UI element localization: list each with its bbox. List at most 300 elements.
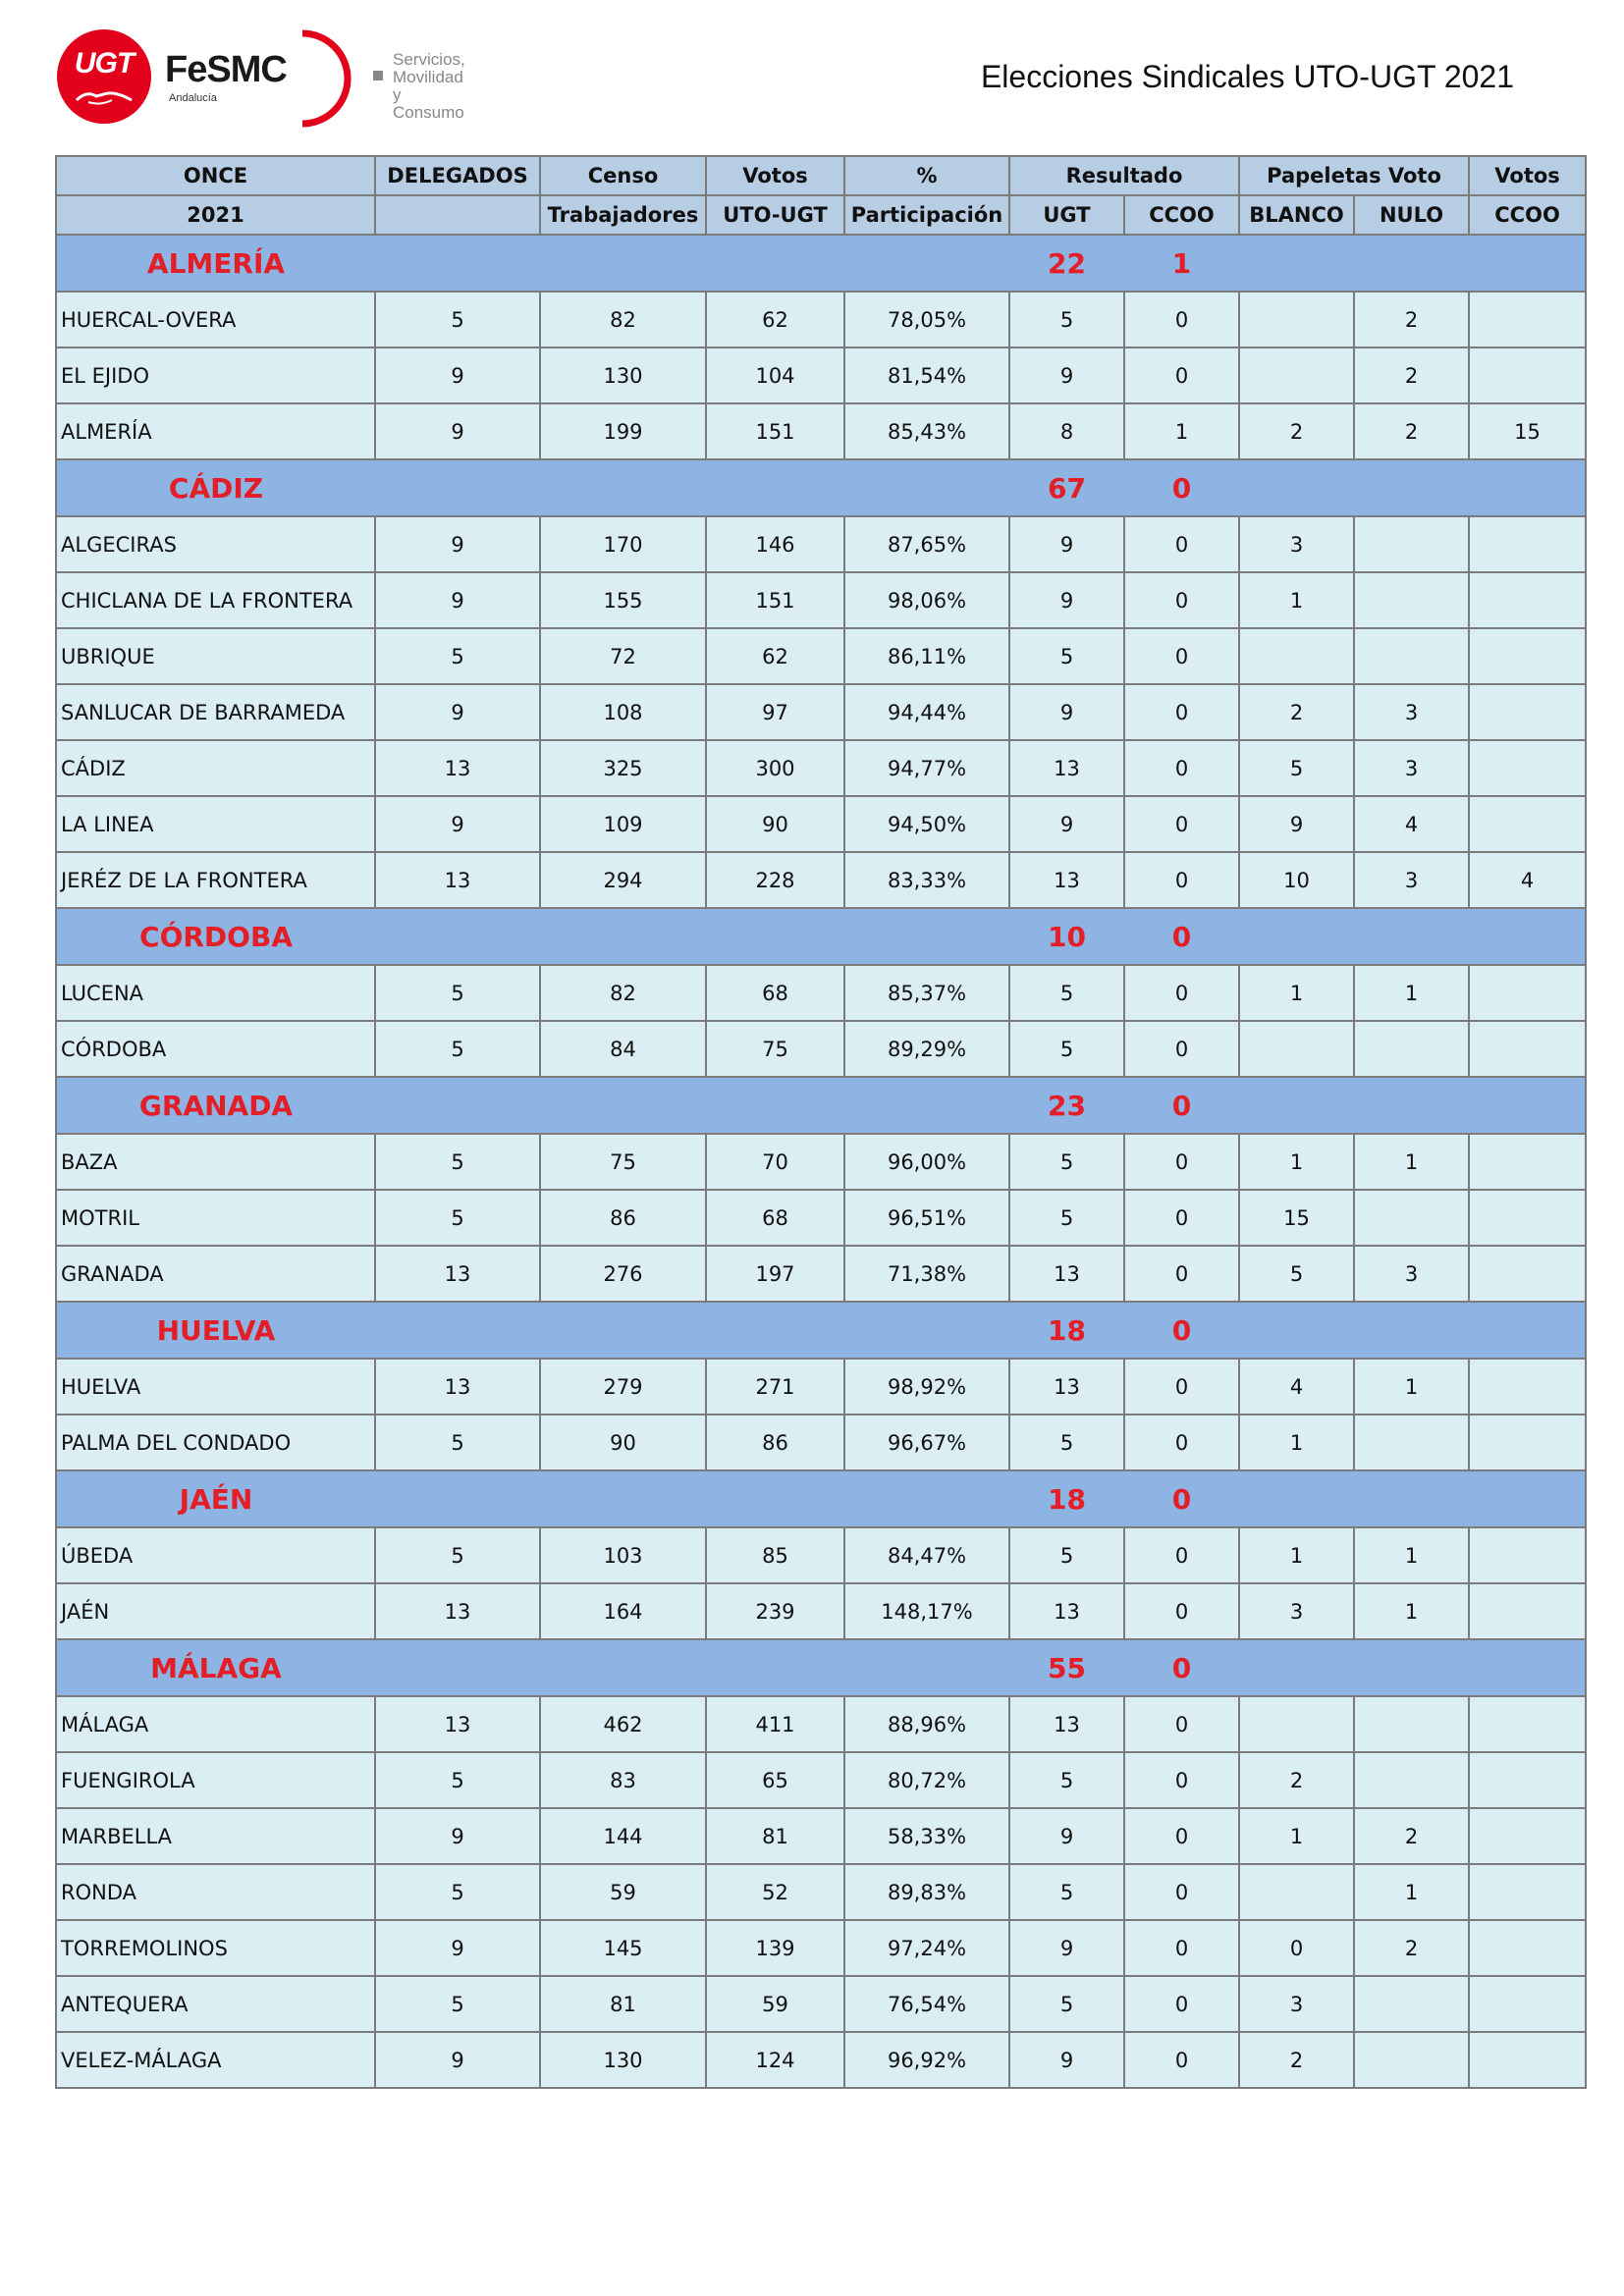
censo-value: 109 (540, 796, 706, 852)
blanco-value: 5 (1239, 1246, 1354, 1302)
province-ccoo-total: 0 (1124, 1302, 1239, 1359)
province-spacer (1239, 459, 1354, 516)
location-name: PALMA DEL CONDADO (56, 1415, 375, 1470)
table-row (56, 1415, 1586, 1470)
delegados-value: 9 (375, 347, 540, 403)
censo-value: 82 (540, 965, 706, 1021)
location-name: ALGECIRAS (56, 516, 375, 572)
votos-value: 271 (706, 1359, 844, 1415)
province-spacer (540, 235, 706, 292)
province-spacer (1354, 235, 1469, 292)
location-name: SANLUCAR DE BARRAMEDA (56, 684, 375, 740)
province-ugt-total: 18 (1009, 1302, 1124, 1359)
censo-value: 164 (540, 1583, 706, 1639)
votos-value: 85 (706, 1527, 844, 1583)
table-row (56, 1976, 1586, 2032)
nulo-value (1354, 2032, 1469, 2088)
censo-value: 72 (540, 628, 706, 684)
censo-value: 144 (540, 1808, 706, 1864)
province-spacer (706, 1302, 844, 1359)
participacion-value: 85,37% (844, 965, 1009, 1021)
nulo-value: 1 (1354, 1134, 1469, 1190)
censo-value: 59 (540, 1864, 706, 1920)
delegados-value: 5 (375, 1527, 540, 1583)
province-spacer (844, 1470, 1009, 1527)
votos-ccoo-value (1469, 965, 1586, 1021)
censo-value: 325 (540, 740, 706, 796)
table-row (56, 1920, 1586, 1976)
delegados-value: 9 (375, 403, 540, 459)
province-name: HUELVA (56, 1302, 375, 1359)
province-ugt-total: 67 (1009, 459, 1124, 516)
col-subheader-uto-ugt: UTO-UGT (706, 195, 844, 235)
blanco-value: 3 (1239, 1976, 1354, 2032)
province-spacer (844, 908, 1009, 965)
province-spacer (706, 1077, 844, 1134)
votos-value: 151 (706, 403, 844, 459)
province-spacer (375, 1302, 540, 1359)
censo-value: 199 (540, 403, 706, 459)
province-spacer (1469, 1302, 1586, 1359)
votos-ccoo-value: 15 (1469, 403, 1586, 459)
blanco-value: 1 (1239, 965, 1354, 1021)
ccoo-result-value: 0 (1124, 1808, 1239, 1864)
province-spacer (1469, 235, 1586, 292)
location-name: MOTRIL (56, 1190, 375, 1246)
delegados-value: 5 (375, 965, 540, 1021)
province-spacer (844, 1639, 1009, 1696)
censo-value: 276 (540, 1246, 706, 1302)
ccoo-result-value: 0 (1124, 1864, 1239, 1920)
votos-ccoo-value (1469, 2032, 1586, 2088)
nulo-value: 1 (1354, 1359, 1469, 1415)
header-row-1 (56, 156, 1586, 195)
votos-value: 197 (706, 1246, 844, 1302)
handshake-icon (75, 88, 134, 106)
votos-value: 52 (706, 1864, 844, 1920)
blanco-value: 3 (1239, 516, 1354, 572)
table-row (56, 1021, 1586, 1077)
ugt-result-value: 13 (1009, 1583, 1124, 1639)
location-name: CÓRDOBA (56, 1021, 375, 1077)
province-spacer (1469, 1639, 1586, 1696)
ugt-result-value: 5 (1009, 1752, 1124, 1808)
province-ccoo-total: 0 (1124, 459, 1239, 516)
province-spacer (844, 235, 1009, 292)
nulo-value (1354, 1976, 1469, 2032)
header-row-2 (56, 195, 1586, 235)
participacion-value: 148,17% (844, 1583, 1009, 1639)
participacion-value: 58,33% (844, 1808, 1009, 1864)
blanco-value: 2 (1239, 1752, 1354, 1808)
votos-value: 411 (706, 1696, 844, 1752)
location-name: MÁLAGA (56, 1696, 375, 1752)
delegados-value: 13 (375, 740, 540, 796)
table-row (56, 516, 1586, 572)
table-row (56, 2032, 1586, 2088)
table-row (56, 1190, 1586, 1246)
nulo-value: 2 (1354, 1920, 1469, 1976)
ugt-result-value: 9 (1009, 2032, 1124, 2088)
votos-value: 239 (706, 1583, 844, 1639)
ccoo-result-value: 0 (1124, 1583, 1239, 1639)
votos-ccoo-value (1469, 1415, 1586, 1470)
censo-value: 75 (540, 1134, 706, 1190)
location-name: MARBELLA (56, 1808, 375, 1864)
col-header-censo: Censo (540, 156, 706, 195)
nulo-value: 1 (1354, 1527, 1469, 1583)
province-spacer (540, 1077, 706, 1134)
ugt-result-value: 9 (1009, 1920, 1124, 1976)
blanco-value (1239, 1696, 1354, 1752)
ugt-result-value: 5 (1009, 1134, 1124, 1190)
province-name: CÁDIZ (56, 459, 375, 516)
blanco-value: 1 (1239, 1134, 1354, 1190)
col-subheader-delegados (375, 195, 540, 235)
votos-ccoo-value (1469, 1808, 1586, 1864)
ccoo-result-value: 0 (1124, 1752, 1239, 1808)
ugt-result-value: 9 (1009, 572, 1124, 628)
blanco-value: 5 (1239, 740, 1354, 796)
table-row (56, 628, 1586, 684)
participacion-value: 83,33% (844, 852, 1009, 908)
participacion-value: 96,00% (844, 1134, 1009, 1190)
province-name: JAÉN (56, 1470, 375, 1527)
delegados-value: 13 (375, 1246, 540, 1302)
nulo-value (1354, 572, 1469, 628)
ugt-result-value: 9 (1009, 684, 1124, 740)
blanco-value: 1 (1239, 572, 1354, 628)
ccoo-result-value: 0 (1124, 684, 1239, 740)
participacion-value: 96,92% (844, 2032, 1009, 2088)
ccoo-result-value: 0 (1124, 572, 1239, 628)
participacion-value: 96,67% (844, 1415, 1009, 1470)
ugt-result-value: 9 (1009, 796, 1124, 852)
censo-value: 86 (540, 1190, 706, 1246)
censo-value: 170 (540, 516, 706, 572)
table-row (56, 852, 1586, 908)
votos-ccoo-value (1469, 1021, 1586, 1077)
ugt-result-value: 9 (1009, 1808, 1124, 1864)
ugt-result-value: 5 (1009, 1976, 1124, 2032)
province-spacer (540, 908, 706, 965)
ugt-result-value: 5 (1009, 628, 1124, 684)
participacion-value: 87,65% (844, 516, 1009, 572)
votos-ccoo-value (1469, 1359, 1586, 1415)
censo-value: 462 (540, 1696, 706, 1752)
censo-value: 81 (540, 1976, 706, 2032)
province-spacer (1239, 1639, 1354, 1696)
table-row (56, 572, 1586, 628)
col-subheader-trabajadores: Trabajadores (540, 195, 706, 235)
province-spacer (1469, 1470, 1586, 1527)
delegados-value: 5 (375, 292, 540, 347)
province-name: MÁLAGA (56, 1639, 375, 1696)
blanco-value: 4 (1239, 1359, 1354, 1415)
censo-value: 130 (540, 2032, 706, 2088)
province-ccoo-total: 1 (1124, 235, 1239, 292)
province-spacer (1354, 1639, 1469, 1696)
votos-ccoo-value (1469, 1527, 1586, 1583)
ccoo-result-value: 0 (1124, 1359, 1239, 1415)
nulo-value: 3 (1354, 1246, 1469, 1302)
delegados-value: 5 (375, 628, 540, 684)
ccoo-result-value: 1 (1124, 403, 1239, 459)
blanco-value: 2 (1239, 684, 1354, 740)
province-row (56, 1302, 1586, 1359)
location-name: JERÉZ DE LA FRONTERA (56, 852, 375, 908)
ccoo-result-value: 0 (1124, 1246, 1239, 1302)
delegados-value: 5 (375, 1134, 540, 1190)
blanco-value: 2 (1239, 2032, 1354, 2088)
ccoo-result-value: 0 (1124, 292, 1239, 347)
participacion-value: 98,92% (844, 1359, 1009, 1415)
ccoo-result-value: 0 (1124, 796, 1239, 852)
ccoo-result-value: 0 (1124, 1527, 1239, 1583)
votos-ccoo-value (1469, 516, 1586, 572)
location-name: TORREMOLINOS (56, 1920, 375, 1976)
col-header-delegados: DELEGADOS (375, 156, 540, 195)
table-row (56, 1359, 1586, 1415)
votos-value: 139 (706, 1920, 844, 1976)
blanco-value: 0 (1239, 1920, 1354, 1976)
votos-ccoo-value (1469, 1976, 1586, 2032)
province-row (56, 1470, 1586, 1527)
province-ugt-total: 10 (1009, 908, 1124, 965)
logo-arc-icon (283, 29, 361, 128)
nulo-value: 3 (1354, 684, 1469, 740)
table-row (56, 1583, 1586, 1639)
votos-ccoo-value (1469, 1583, 1586, 1639)
ugt-result-value: 13 (1009, 852, 1124, 908)
votos-value: 68 (706, 1190, 844, 1246)
votos-ccoo-value (1469, 1190, 1586, 1246)
nulo-value: 2 (1354, 403, 1469, 459)
document-title: Elecciones Sindicales UTO-UGT 2021 (980, 59, 1514, 94)
blanco-value: 1 (1239, 1527, 1354, 1583)
votos-value: 146 (706, 516, 844, 572)
censo-value: 84 (540, 1021, 706, 1077)
ugt-logo-icon (57, 29, 151, 124)
province-spacer (540, 459, 706, 516)
location-name: LA LINEA (56, 796, 375, 852)
province-spacer (1354, 459, 1469, 516)
delegados-value: 9 (375, 572, 540, 628)
ccoo-result-value: 0 (1124, 628, 1239, 684)
col-header-resultado: Resultado (1009, 156, 1239, 195)
ugt-result-value: 8 (1009, 403, 1124, 459)
province-spacer (1239, 1302, 1354, 1359)
blanco-value: 1 (1239, 1415, 1354, 1470)
location-name: UBRIQUE (56, 628, 375, 684)
col-subheader-ugt: UGT (1009, 195, 1124, 235)
participacion-value: 85,43% (844, 403, 1009, 459)
table-row (56, 1808, 1586, 1864)
logo-ugt-text: UGT (74, 47, 135, 80)
blanco-value (1239, 1021, 1354, 1077)
logo-tagline (393, 51, 465, 122)
province-spacer (1354, 1077, 1469, 1134)
participacion-value: 76,54% (844, 1976, 1009, 2032)
logo-region: Andalucía (169, 92, 217, 104)
censo-value: 83 (540, 1752, 706, 1808)
table-row (56, 1696, 1586, 1752)
votos-ccoo-value: 4 (1469, 852, 1586, 908)
location-name: GRANADA (56, 1246, 375, 1302)
votos-value: 104 (706, 347, 844, 403)
logo-square-icon (373, 71, 383, 80)
table-row (56, 1246, 1586, 1302)
votos-ccoo-value (1469, 1134, 1586, 1190)
delegados-value: 13 (375, 1696, 540, 1752)
participacion-value: 97,24% (844, 1920, 1009, 1976)
ccoo-result-value: 0 (1124, 1415, 1239, 1470)
location-name: HUELVA (56, 1359, 375, 1415)
location-name: ÚBEDA (56, 1527, 375, 1583)
ccoo-result-value: 0 (1124, 740, 1239, 796)
logo-org-name: FeSMC (165, 49, 287, 90)
province-ugt-total: 22 (1009, 235, 1124, 292)
province-spacer (1239, 1077, 1354, 1134)
ccoo-result-value: 0 (1124, 852, 1239, 908)
votos-value: 62 (706, 628, 844, 684)
blanco-value (1239, 292, 1354, 347)
nulo-value (1354, 1696, 1469, 1752)
province-spacer (375, 235, 540, 292)
table-row (56, 1864, 1586, 1920)
col-subheader-ccoo: CCOO (1124, 195, 1239, 235)
logo-tagline-line: y Consumo (393, 85, 464, 122)
delegados-value: 9 (375, 684, 540, 740)
participacion-value: 96,51% (844, 1190, 1009, 1246)
censo-value: 108 (540, 684, 706, 740)
votos-value: 81 (706, 1808, 844, 1864)
votos-ccoo-value (1469, 1696, 1586, 1752)
delegados-value: 5 (375, 1190, 540, 1246)
nulo-value: 2 (1354, 347, 1469, 403)
delegados-value: 5 (375, 1415, 540, 1470)
province-ugt-total: 18 (1009, 1470, 1124, 1527)
participacion-value: 86,11% (844, 628, 1009, 684)
participacion-value: 89,29% (844, 1021, 1009, 1077)
province-ugt-total: 55 (1009, 1639, 1124, 1696)
table-row (56, 1752, 1586, 1808)
col-subheader-ccoo-votes: CCOO (1469, 195, 1586, 235)
censo-value: 145 (540, 1920, 706, 1976)
nulo-value (1354, 1415, 1469, 1470)
col-header-votos-ccoo: Votos (1469, 156, 1586, 195)
blanco-value: 9 (1239, 796, 1354, 852)
delegados-value: 13 (375, 1583, 540, 1639)
delegados-value: 5 (375, 1021, 540, 1077)
col-subheader-blanco: BLANCO (1239, 195, 1354, 235)
censo-value: 90 (540, 1415, 706, 1470)
province-spacer (375, 1470, 540, 1527)
votos-ccoo-value (1469, 347, 1586, 403)
col-header-percent: % (844, 156, 1009, 195)
blanco-value: 10 (1239, 852, 1354, 908)
ugt-result-value: 5 (1009, 1864, 1124, 1920)
votos-value: 62 (706, 292, 844, 347)
votos-value: 151 (706, 572, 844, 628)
ccoo-result-value: 0 (1124, 1021, 1239, 1077)
province-spacer (375, 459, 540, 516)
delegados-value: 5 (375, 1864, 540, 1920)
table-row (56, 1527, 1586, 1583)
ugt-result-value: 5 (1009, 1190, 1124, 1246)
votos-ccoo-value (1469, 572, 1586, 628)
nulo-value (1354, 1190, 1469, 1246)
ugt-result-value: 13 (1009, 1696, 1124, 1752)
delegados-value: 5 (375, 1752, 540, 1808)
blanco-value (1239, 1864, 1354, 1920)
ugt-result-value: 13 (1009, 1246, 1124, 1302)
province-spacer (1239, 1470, 1354, 1527)
province-ugt-total: 23 (1009, 1077, 1124, 1134)
nulo-value: 4 (1354, 796, 1469, 852)
province-name: ALMERÍA (56, 235, 375, 292)
censo-value: 103 (540, 1527, 706, 1583)
province-ccoo-total: 0 (1124, 1639, 1239, 1696)
censo-value: 130 (540, 347, 706, 403)
col-header-once: ONCE (56, 156, 375, 195)
censo-value: 82 (540, 292, 706, 347)
table-row (56, 796, 1586, 852)
province-spacer (1354, 908, 1469, 965)
fesmc-ugt-logo (57, 26, 465, 133)
votos-ccoo-value (1469, 1864, 1586, 1920)
table-row (56, 1134, 1586, 1190)
delegados-value: 9 (375, 516, 540, 572)
votos-ccoo-value (1469, 628, 1586, 684)
province-name: GRANADA (56, 1077, 375, 1134)
location-name: BAZA (56, 1134, 375, 1190)
participacion-value: 98,06% (844, 572, 1009, 628)
province-spacer (375, 1639, 540, 1696)
participacion-value: 94,44% (844, 684, 1009, 740)
ccoo-result-value: 0 (1124, 1976, 1239, 2032)
province-ccoo-total: 0 (1124, 1077, 1239, 1134)
nulo-value (1354, 1021, 1469, 1077)
logo-tagline-line: Servicios, (393, 50, 465, 69)
votos-value: 97 (706, 684, 844, 740)
votos-value: 86 (706, 1415, 844, 1470)
ccoo-result-value: 0 (1124, 1920, 1239, 1976)
delegados-value: 9 (375, 796, 540, 852)
votos-value: 75 (706, 1021, 844, 1077)
blanco-value: 2 (1239, 403, 1354, 459)
col-header-papeletas: Papeletas Voto (1239, 156, 1469, 195)
nulo-value (1354, 516, 1469, 572)
province-spacer (540, 1470, 706, 1527)
location-name: CÁDIZ (56, 740, 375, 796)
votos-value: 124 (706, 2032, 844, 2088)
participacion-value: 78,05% (844, 292, 1009, 347)
province-spacer (706, 459, 844, 516)
province-spacer (540, 1639, 706, 1696)
logo-tagline-line: Movilidad (393, 68, 463, 86)
province-spacer (1469, 908, 1586, 965)
province-name: CÓRDOBA (56, 908, 375, 965)
col-subheader-nulo: NULO (1354, 195, 1469, 235)
delegados-value: 9 (375, 2032, 540, 2088)
ccoo-result-value: 0 (1124, 516, 1239, 572)
censo-value: 279 (540, 1359, 706, 1415)
ccoo-result-value: 0 (1124, 1696, 1239, 1752)
province-spacer (706, 235, 844, 292)
ugt-result-value: 5 (1009, 1527, 1124, 1583)
votos-ccoo-value (1469, 796, 1586, 852)
